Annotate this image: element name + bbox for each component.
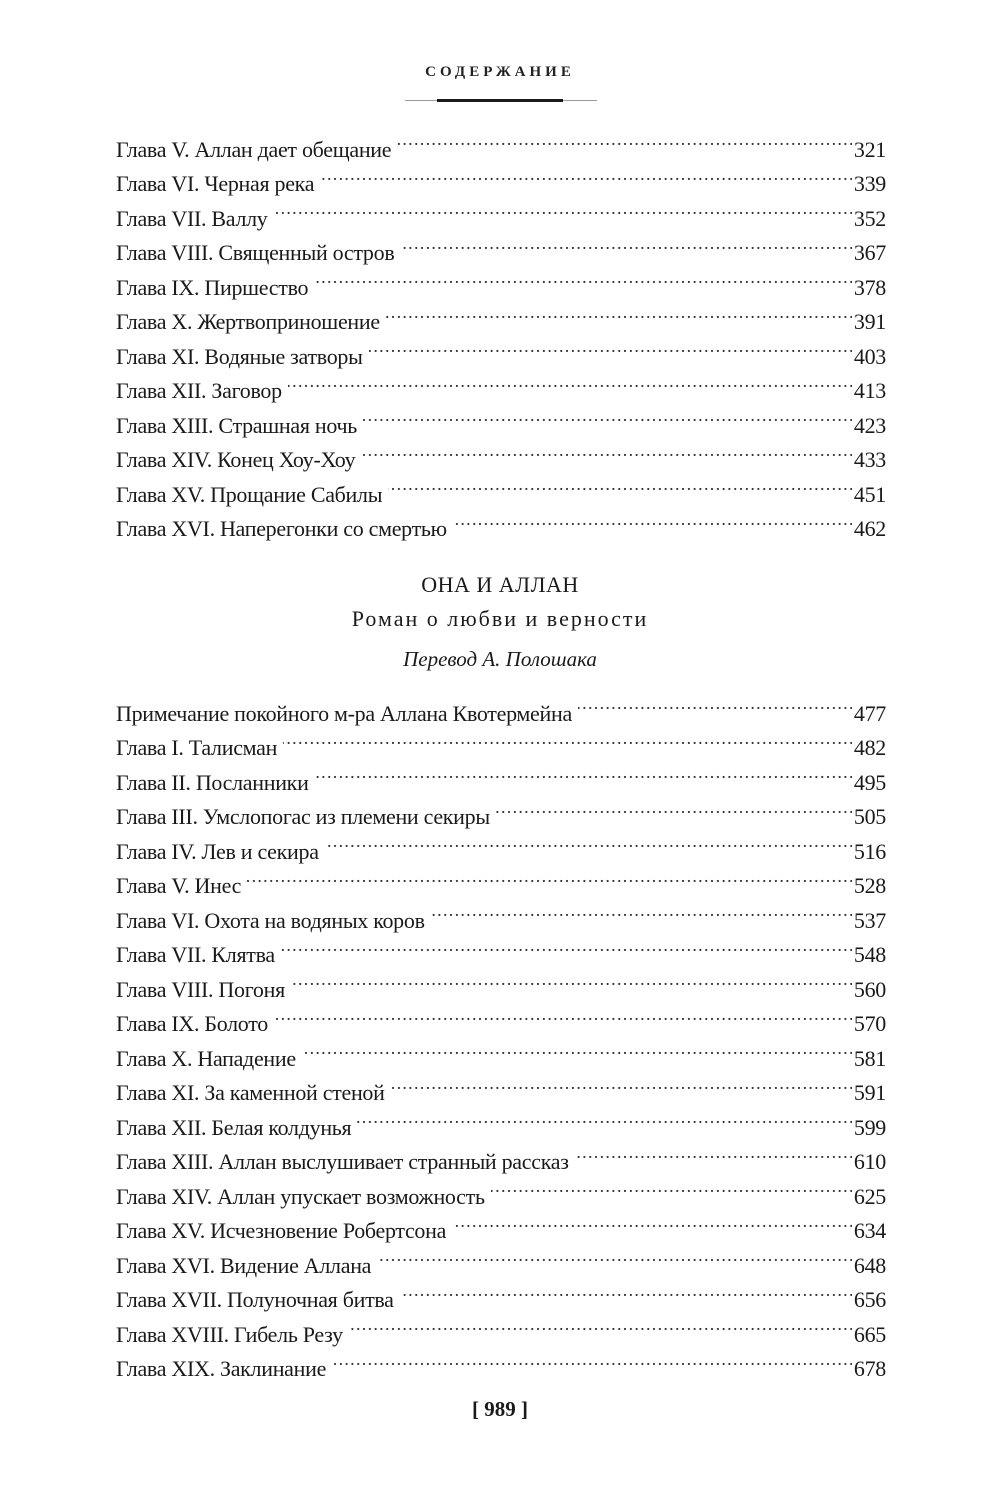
dot-leader xyxy=(315,755,852,790)
toc-entry-page: 528 xyxy=(853,873,886,898)
toc-entry-page: 423 xyxy=(853,412,886,438)
toc-entry-page: 560 xyxy=(853,976,886,1002)
toc-entry-page: 477 xyxy=(853,700,886,726)
toc-entry-title: Глава VI. Черная река xyxy=(116,171,315,196)
dot-leader xyxy=(400,226,851,261)
toc-entry-page: 403 xyxy=(853,343,886,369)
dot-leader xyxy=(453,502,852,537)
dot-leader xyxy=(288,364,852,399)
dot-leader xyxy=(314,260,852,295)
toc-entry-title: Глава V. Аллан дает обещание xyxy=(116,136,392,162)
toc-entry-page: 433 xyxy=(853,447,886,472)
toc-entry-page: 548 xyxy=(853,942,886,967)
toc-entry-title: Глава X. Жертвоприношение xyxy=(116,309,380,334)
toc-entry-page: 451 xyxy=(853,481,886,507)
toc-entry-page: 505 xyxy=(853,804,886,829)
toc-entry-title: Глава VIII. Погоня xyxy=(116,976,285,1002)
toc-entry-title: Глава XIII. Страшная ночь xyxy=(116,412,357,438)
dot-leader xyxy=(496,790,852,825)
dot-leader xyxy=(361,433,852,468)
toc-entry-title: Глава XIII. Аллан выслушивает странный рассказ xyxy=(116,1149,569,1174)
toc-entry-title: Глава XVII. Полуночная битва xyxy=(116,1287,394,1312)
toc-entry-title: Глава XIX. Заклинание xyxy=(116,1356,327,1381)
dot-leader xyxy=(283,721,852,756)
toc-entry-page: 610 xyxy=(853,1149,886,1174)
dot-leader xyxy=(391,1066,852,1101)
dot-leader xyxy=(357,1100,852,1135)
dot-leader xyxy=(400,1273,852,1308)
dot-leader xyxy=(274,997,852,1032)
toc-entry-title: Глава IX. Болото xyxy=(116,1011,268,1036)
dot-leader xyxy=(332,1342,852,1377)
dot-leader xyxy=(291,962,852,997)
toc-entry-title: Глава III. Умслопогас из племени секиры xyxy=(116,804,490,829)
page-number: [ 989 ] xyxy=(472,1397,528,1421)
toc-entry-title: Глава XVIII. Гибель Резу xyxy=(116,1321,343,1347)
toc-entry-title: Глава V. Инес xyxy=(116,873,242,898)
dot-leader xyxy=(431,893,852,928)
dot-leader xyxy=(397,122,852,157)
toc-entry-title: Глава VIII. Священный остров xyxy=(116,240,395,265)
toc-entry-title: Глава XVI. Наперегонки со смертью xyxy=(116,516,447,541)
toc-entry-page: 656 xyxy=(853,1287,886,1312)
toc-entry-page: 570 xyxy=(853,1011,886,1036)
toc-entry-title: Глава XII. Заговор xyxy=(116,378,282,403)
section-translator: Перевод А. Полошака xyxy=(403,647,597,671)
toc-entry-page: 495 xyxy=(853,769,886,795)
header-rule-accent xyxy=(437,99,563,102)
toc-entry-page: 339 xyxy=(853,171,886,196)
dot-leader xyxy=(388,467,852,502)
dot-leader xyxy=(386,295,852,330)
toc-entry-title: Глава XVI. Видение Аллана xyxy=(116,1252,372,1278)
toc-entry-title: Глава X. Нападение xyxy=(116,1045,296,1071)
toc-entry-page: 581 xyxy=(853,1045,886,1071)
toc-entry-page: 625 xyxy=(853,1183,886,1209)
toc-entry-title: Глава VII. Валлу xyxy=(116,205,268,231)
running-head: СОДЕРЖАНИЕ xyxy=(425,64,575,80)
toc-entry-page: 367 xyxy=(853,240,886,265)
toc-entry-page: 678 xyxy=(853,1356,886,1381)
dot-leader xyxy=(302,1031,852,1066)
toc-entry-title: Глава VI. Охота на водяных коров xyxy=(116,907,425,933)
dot-leader xyxy=(349,1307,852,1342)
toc-entry-page: 482 xyxy=(853,735,886,760)
dot-leader xyxy=(281,928,852,963)
toc-entry-title: Глава I. Талисман xyxy=(116,735,278,760)
toc-entry-title: Глава IV. Лев и секира xyxy=(116,838,319,864)
toc-part-one xyxy=(116,122,886,541)
toc-entry-page: 391 xyxy=(853,309,886,334)
toc-entry-title: Глава XV. Исчезновение Робертсона xyxy=(116,1218,447,1243)
dot-leader xyxy=(369,329,852,364)
toc-entry xyxy=(116,686,886,726)
toc-entry xyxy=(116,122,886,162)
dot-leader xyxy=(363,398,852,433)
toc-entry-title: Глава IX. Пиршество xyxy=(116,274,309,300)
toc-entry-page: 665 xyxy=(853,1321,886,1347)
toc-entry-page: 537 xyxy=(853,907,886,933)
toc-entry-page: 599 xyxy=(853,1114,886,1140)
toc-part-two xyxy=(116,686,886,1381)
dot-leader xyxy=(578,686,852,721)
toc-entry-page: 648 xyxy=(853,1252,886,1278)
toc-entry-page: 516 xyxy=(853,838,886,864)
toc-entry-title: Глава VII. Клятва xyxy=(116,942,275,967)
dot-leader xyxy=(247,859,852,894)
section-subtitle: Роман о любви и верности xyxy=(351,606,649,631)
toc-entry-page: 591 xyxy=(853,1080,886,1105)
toc-entry-title: Глава XI. За каменной стеной xyxy=(116,1080,385,1105)
dot-leader xyxy=(377,1238,852,1273)
toc-entry-page: 378 xyxy=(853,274,886,300)
dot-leader xyxy=(274,191,852,226)
toc-entry-title: Глава XI. Водяные затворы xyxy=(116,343,363,369)
toc-entry-title: Глава XII. Белая колдунья xyxy=(116,1114,352,1140)
toc-entry-page: 634 xyxy=(853,1218,886,1243)
dot-leader xyxy=(452,1204,852,1239)
toc-entry-title: Глава XV. Прощание Сабилы xyxy=(116,481,383,507)
toc-entry-page: 413 xyxy=(853,378,886,403)
section-title: ОНА И АЛЛАН xyxy=(421,572,579,597)
dot-leader xyxy=(575,1135,852,1170)
toc-entry-page: 352 xyxy=(853,205,886,231)
dot-leader xyxy=(491,1169,852,1204)
toc-entry-title: Глава II. Посланники xyxy=(116,769,309,795)
toc-entry-title: Глава XIV. Аллан упускает возможность xyxy=(116,1183,485,1209)
dot-leader xyxy=(325,824,852,859)
toc-entry-page: 321 xyxy=(853,136,886,162)
toc-entry-title: Глава XIV. Конец Хоу-Хоу xyxy=(116,447,356,472)
toc-entry-title: Примечание покойного м-ра Аллана Квотермейна xyxy=(116,700,572,726)
toc-entry-page: 462 xyxy=(853,516,886,541)
dot-leader xyxy=(320,157,852,192)
